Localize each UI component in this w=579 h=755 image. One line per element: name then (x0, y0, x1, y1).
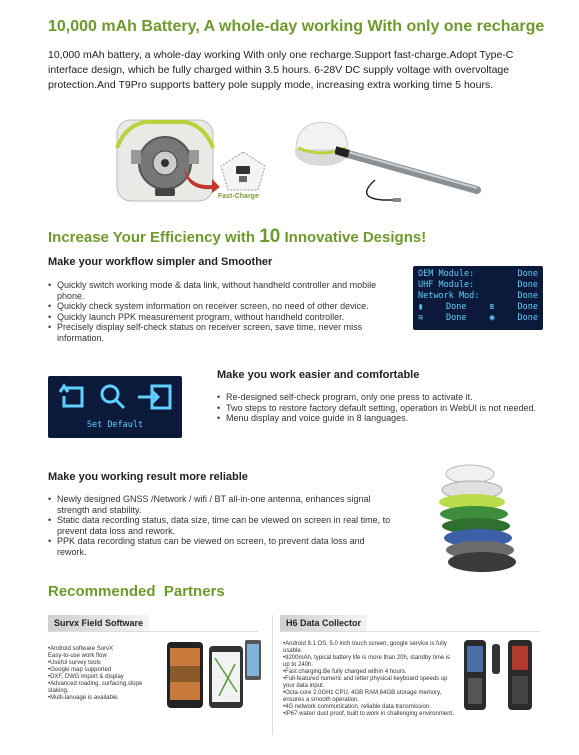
list-item: • PPK data recording status can be viewed on screen, to prevent data loss and rework. (48, 536, 393, 557)
efficiency-heading-number: 10 (259, 226, 281, 247)
battery-heading: 10,000 mAh Battery, A whole-day working With only one recharge (48, 18, 545, 35)
list-item: •Multi-lanuage is available (48, 695, 118, 701)
survx-title: Survx Field Software (48, 615, 149, 631)
battery-pole-image (335, 140, 485, 215)
fast-charge-badge (218, 150, 268, 192)
h6-feature-list (283, 641, 458, 718)
wifi-icon: ≋ (418, 313, 424, 323)
list-item: • Quickly check system information on receiver screen, no need of other device. (48, 301, 393, 312)
list-item: •Full-featured numeric and letter physical keyboard speeds up your data input. (283, 676, 448, 689)
survx-separator (48, 631, 258, 632)
screen-row (418, 313, 538, 324)
set-default-label: Set Default (86, 420, 144, 430)
screen-value: Done (517, 280, 538, 290)
list-item: •DXF, DWG import & display (48, 674, 124, 680)
screen-value: Done (517, 269, 538, 279)
receiver-status-screen (413, 266, 543, 330)
screen-value: Done (517, 291, 538, 301)
arrow-icon (182, 163, 222, 198)
list-item: • Re-designed self-check program, only one press to activate it. (217, 392, 547, 403)
signal-icon: ▮ (418, 302, 424, 312)
list-item: •Android 8.1 OS, 5.0 inch touch screen, google service is fully usable. (283, 641, 447, 654)
list-item: • Quickly switch working mode & data link, without handheld controller and mobile phone. (48, 280, 393, 301)
set-default-screen (48, 376, 182, 438)
list-item: • Newly designed GNSS /Network / wifi / BT all-in-one antenna, enhances signal strength and stability. (48, 494, 393, 515)
battery-paragraph: 10,000 mAh battery, a whole-day working With only one recharge.Support fast-charge.Adopt Type-C interface design, which be fully charged within 3.5 hours. 6-28V DC supply voltage with overvoltage protection.And T9Pro supports battery pole supply mode, increasing extra working time 5 hours. (48, 49, 514, 91)
efficiency-heading (48, 226, 426, 248)
fast-charge-label: Fast-Charge (218, 193, 259, 200)
screen-row (418, 291, 538, 302)
easier-bullets (217, 392, 547, 424)
screen-label: OEM Module: (418, 269, 475, 279)
bluetooth-icon: ʙ (489, 302, 495, 312)
list-item: •Advanced roading, surfacing,slope staking. (48, 681, 143, 694)
survx-feature-list (48, 646, 160, 702)
screen-row (418, 302, 538, 313)
list-item: •9200mAh, typical battery life is more than 20h, standby time is up to 240h. (283, 655, 451, 668)
efficiency-heading-pre: Increase Your Efficiency with (48, 229, 260, 246)
survx-phones-image (163, 636, 263, 721)
screen-label: UHF Module: (418, 280, 475, 290)
list-item: •Octa-core 2.0GHz CPU, 4GB RAM,64GB storage memory, ensures a smooth operation. (283, 690, 442, 703)
workflow-bullets (48, 280, 393, 343)
h6-title: H6 Data Collector (280, 615, 367, 631)
screen-value: Done (446, 302, 467, 312)
partners-divider (272, 615, 273, 735)
screen-value: Done (517, 313, 538, 323)
list-item: • Quickly launch PPK measurement program, without handheld controller. (48, 312, 393, 323)
search-icon (102, 386, 124, 408)
list-item: •Google map supported (48, 667, 112, 673)
partners-heading: Recommended Partners (48, 583, 225, 600)
list-item: Easy-to-use work flow (48, 653, 107, 659)
screen-label: Network Mod: (418, 291, 480, 301)
list-item: •Useful survey tools (48, 660, 101, 666)
screen-value: Done (517, 302, 538, 312)
restore-icon (60, 386, 82, 406)
list-item: •Android software SurvX (48, 646, 114, 652)
antenna-exploded-image (420, 462, 530, 582)
workflow-title: Make your workflow simpler and Smoother (48, 256, 273, 268)
screen-value: Done (446, 313, 467, 323)
list-item: •4G network communication, reliable data transmission. (283, 704, 431, 710)
h6-collector-image (460, 636, 540, 721)
screen-row (418, 269, 538, 280)
easier-title: Make you work easier and comfortable (217, 369, 420, 381)
efficiency-heading-post: Innovative Designs! (280, 229, 427, 246)
list-item: • Menu display and voice guide in 8 languages. (217, 413, 547, 424)
list-item: • Two steps to restore factory default setting, operation in WebUI is not needed. (217, 403, 547, 414)
list-item: •IP67 water/ dust proof, built to work in challenging environment. (283, 711, 454, 717)
screen-row (418, 280, 538, 291)
list-item: • Static data recording status, data size, time can be viewed on screen in real time, to prevent data loss and rework. (48, 515, 393, 536)
list-item: •Fast charging.Be fully charged within 4 hours. (283, 669, 407, 675)
enter-icon (138, 386, 170, 408)
reliable-title: Make you working result more reliable (48, 471, 248, 483)
list-item: • Precisely display self-check status on receiver screen, save time, never miss information. (48, 322, 393, 343)
gps-icon: ◉ (489, 313, 495, 323)
reliable-bullets (48, 494, 393, 557)
h6-separator (280, 631, 540, 632)
